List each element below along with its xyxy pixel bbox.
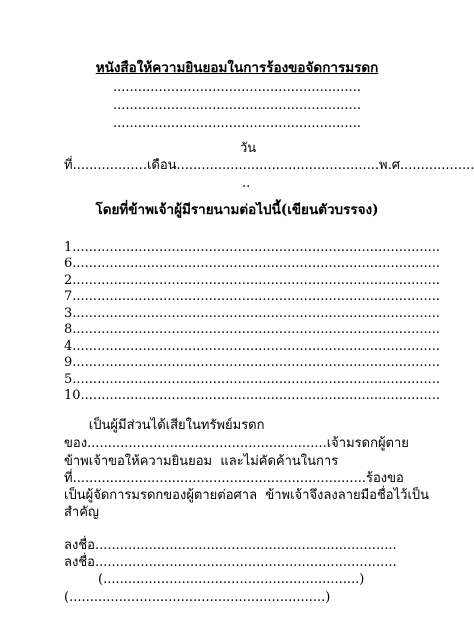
consent-line-5: เป็นผู้จัดการมรดกของผู้ตายต่อศาล ข้าพเจ้าจึงลงลายมือชื่อไว้เป็น — [64, 488, 430, 503]
date-line: ที่..................เดือน.................................................พ.ศ.................. — [64, 158, 474, 173]
consent-line-3: ข้าพเจ้าขอให้ความยินยอม และไม่คัดค้านในการ — [64, 454, 339, 469]
consent-line-6: สำคัญ — [64, 505, 100, 520]
consent-line-4: ที่.......................................................................ร้องขอ — [64, 471, 404, 486]
date-label: วัน — [240, 141, 257, 156]
names-heading: โดยที่ข้าพเจ้าผู้มีรายนามต่อไปนี้(เขียนตัวบรรจง) — [95, 202, 379, 218]
name-row-10: 10....................................................................................... — [64, 388, 441, 403]
name-row-2: 2......................................................................................... — [64, 273, 441, 288]
consent-line-1: เป็นผู้มีส่วนได้เสียในทรัพย์มรดก — [64, 418, 265, 433]
name-row-5: 5......................................................................................... — [64, 372, 441, 387]
date-trailing-dots: .. — [242, 176, 251, 191]
name-row-9: 9......................................................................................... — [64, 355, 441, 370]
name-row-3: 3......................................................................................... — [64, 306, 441, 321]
signature-bracket-2: (..............................................................) — [64, 590, 331, 605]
name-row-8: 8......................................................................................... — [64, 322, 441, 337]
name-row-4: 4......................................................................................... — [64, 339, 441, 354]
document-title: หนังสือให้ความยินยอมในการร้องขอจัดการมรดก — [95, 60, 379, 76]
name-row-1: 1......................................................................................... — [64, 240, 441, 255]
address-line-2: ............................................................ — [113, 98, 361, 113]
consent-line-2: ของ..........................................................เจ้ามรดกผู้ตาย — [64, 436, 409, 451]
address-line-3: ............................................................ — [113, 116, 361, 131]
name-row-7: 7......................................................................................... — [64, 289, 441, 304]
signature-line-2: ลงชื่อ......................................................................... — [64, 555, 397, 570]
address-line-1: ............................................................ — [113, 80, 361, 95]
name-row-6: 6......................................................................................... — [64, 256, 441, 271]
signature-bracket-1: (..............................................................) — [98, 572, 365, 587]
signature-line-1: ลงชื่อ......................................................................... — [64, 538, 397, 553]
